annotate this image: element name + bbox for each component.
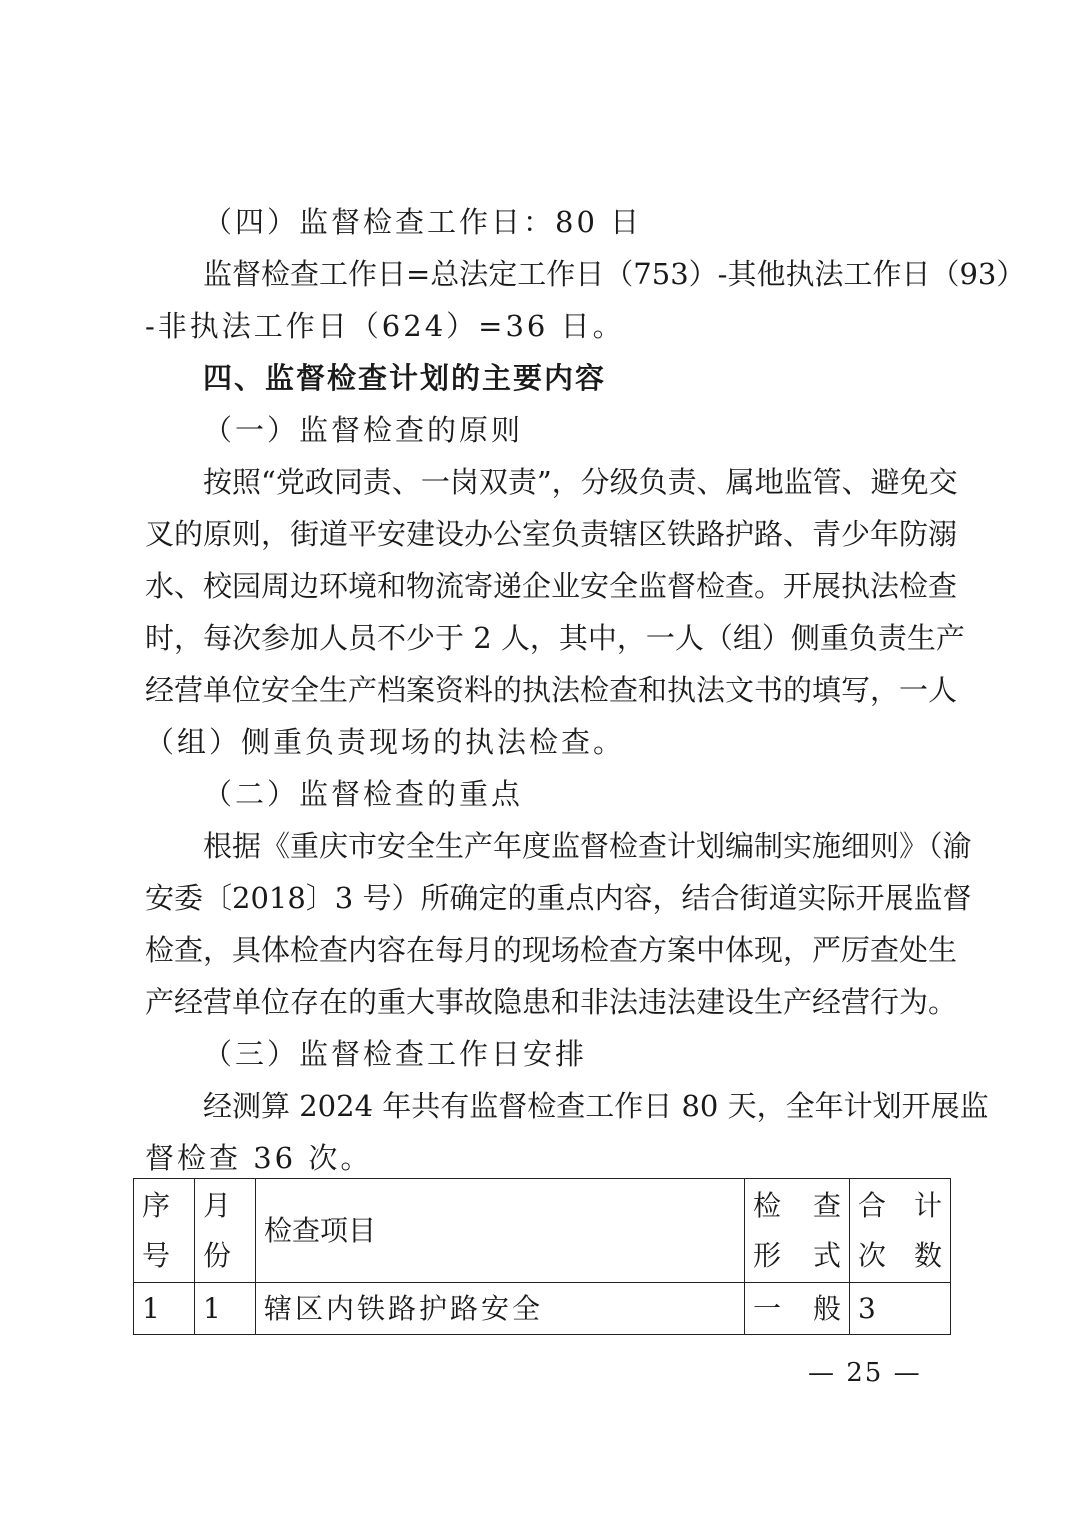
page-number: — 25 — bbox=[808, 1358, 922, 1388]
subheading-principle: （一）监督检查的原则 bbox=[203, 413, 524, 447]
paragraph-line: 安委〔2018〕3 号）所确定的重点内容，结合街道实际开展监督 bbox=[145, 881, 972, 915]
paragraph-line: 检查，具体检查内容在每月的现场检查方案中体现，严厉查处生 bbox=[145, 933, 958, 967]
subheading-focus: （二）监督检查的重点 bbox=[203, 777, 524, 811]
paragraph-line: 水、校园周边环境和物流寄递企业安全监督检查。开展执法检查 bbox=[145, 569, 958, 603]
paragraph-line: -非执法工作日（624）=36 日。 bbox=[145, 309, 625, 343]
header-month: 月 份 bbox=[195, 1179, 256, 1283]
paragraph-line: 产经营单位存在的重大事故隐患和非法违法建设生产经营行为。 bbox=[145, 985, 958, 1019]
header-form: 检 查 形式 bbox=[745, 1179, 850, 1283]
paragraph-line: 督检查 36 次。 bbox=[145, 1141, 373, 1175]
paragraph-line: 经测算 2024 年共有监督检查工作日 80 天，全年计划开展监 bbox=[203, 1089, 989, 1123]
table-row bbox=[134, 1283, 951, 1335]
paragraph-line: 时，每次参加人员不少于 2 人，其中，一人（组）侧重负责生产 bbox=[145, 621, 965, 655]
section-heading: 四、监督检查计划的主要内容 bbox=[203, 361, 607, 395]
cell-month: 1 bbox=[195, 1283, 256, 1335]
paragraph-line: 按照“党政同责、一岗双责”，分级负责、属地监管、避免交 bbox=[203, 465, 958, 499]
paragraph-line: 监督检查工作日=总法定工作日（753）-其他执法工作日（93） bbox=[203, 257, 1026, 291]
header-item: 检查项目 bbox=[256, 1179, 745, 1283]
paragraph-line: 叉的原则，街道平安建设办公室负责辖区铁路护路、青少年防溺 bbox=[145, 517, 958, 551]
table-header-row bbox=[134, 1179, 951, 1283]
paragraph-line: （组）侧重负责现场的执法检查。 bbox=[145, 725, 626, 759]
inspection-plan-table bbox=[133, 1178, 951, 1335]
header-count: 合 计 次数 bbox=[850, 1179, 951, 1283]
cell-form: 一 般 bbox=[745, 1283, 850, 1335]
paragraph-line: 根据《重庆市安全生产年度监督检查计划编制实施细则》（渝 bbox=[203, 829, 972, 863]
cell-item: 辖区内铁路护路安全 bbox=[256, 1283, 745, 1335]
paragraph-line: 经营单位安全生产档案资料的执法检查和执法文书的填写，一人 bbox=[145, 673, 958, 707]
cell-seq: 1 bbox=[134, 1283, 195, 1335]
heading-workdays: （四）监督检查工作日：80 日 bbox=[203, 205, 643, 239]
cell-count: 3 bbox=[850, 1283, 951, 1335]
header-seq: 序 号 bbox=[134, 1179, 195, 1283]
subheading-schedule: （三）监督检查工作日安排 bbox=[203, 1037, 588, 1071]
